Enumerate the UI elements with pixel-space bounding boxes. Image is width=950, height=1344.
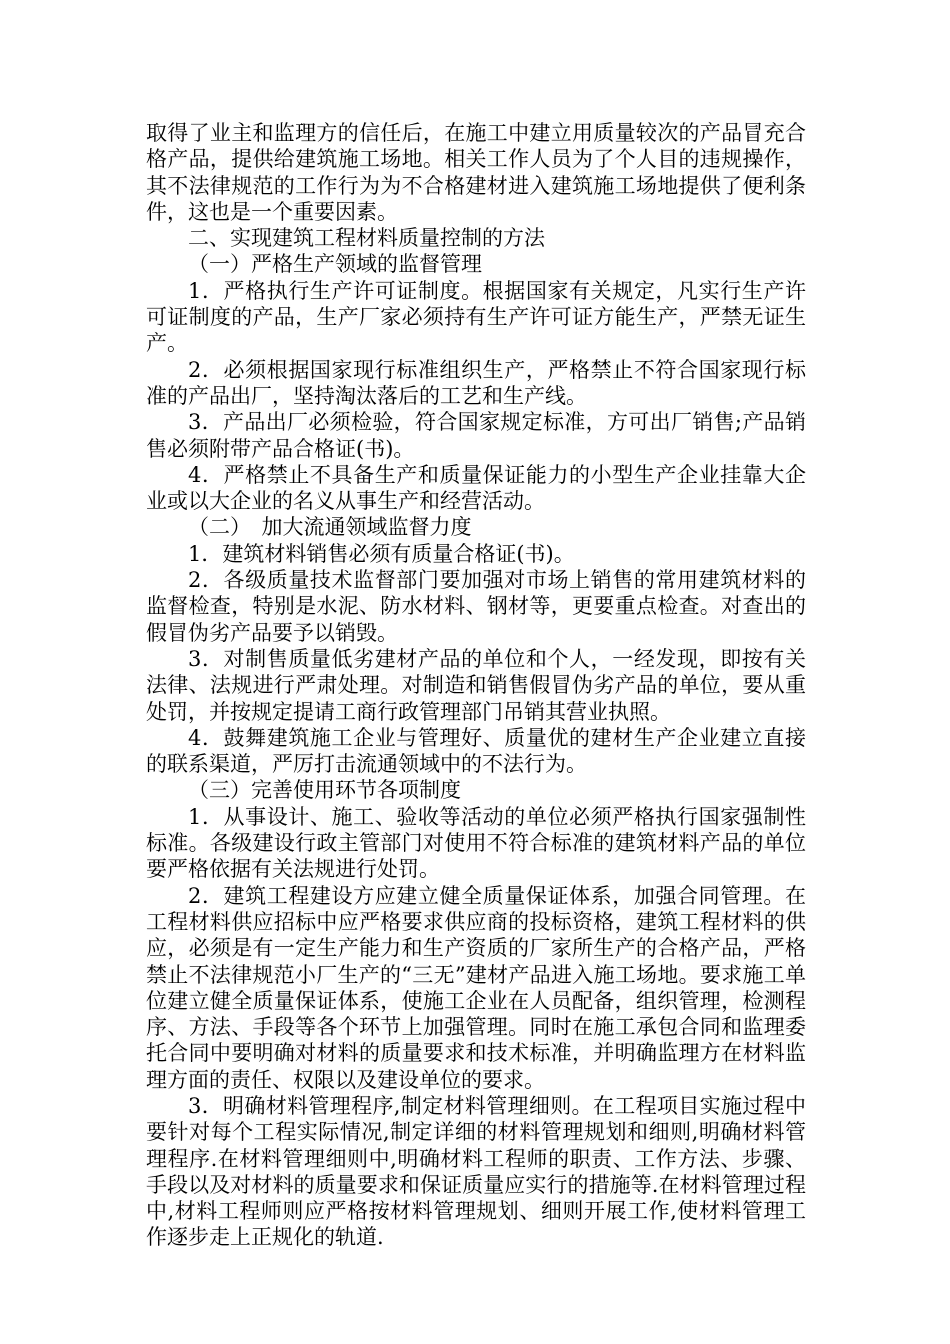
paragraph: 2．各级质量技术监督部门要加强对市场上销售的常用建筑材料的监督检查，特别是水泥、防水材料、钢材等，更要重点检查。对查出的假冒伪劣产品要予以销毁。: [146, 568, 806, 645]
subsection-heading: （二） 加大流通领域监督力度: [188, 515, 472, 540]
section-heading: 二、实现建筑工程材料质量控制的方法: [188, 226, 545, 251]
document-body: [146, 120, 806, 1251]
paragraph-continuation: 取得了业主和监理方的信任后，在施工中建立用质量较次的产品冒充合格产品，提供给建筑施工场地。相关工作人员为了个人目的违规操作，其不法律规范的工作行为为不合格建材进入建筑施工场地提供了便利条件，这也是一个重要因素。: [146, 121, 806, 224]
paragraph: 1．建筑材料销售必须有质量合格证(书)。: [188, 541, 575, 566]
paragraph: 4．鼓舞建筑施工企业与管理好、质量优的建材生产企业建立直接的联系渠道，严厉打击流通领域中的不法行为。: [146, 725, 806, 777]
paragraph: 1．从事设计、施工、验收等活动的单位必须严格执行国家强制性标准。各级建设行政主管部门对使用不符合标准的建筑材料产品的单位要严格依据有关法规进行处罚。: [146, 804, 806, 882]
subsection-heading: （三）完善使用环节各项制度: [188, 778, 461, 803]
paragraph: 2．必须根据国家现行标准组织生产，严格禁止不符合国家现行标准的产品出厂，坚持淘汰落后的工艺和生产线。: [146, 357, 806, 408]
paragraph: 3．产品出厂必须检验，符合国家规定标准，方可出厂销售;产品销售必须附带产品合格证(书)。: [146, 410, 806, 461]
paragraph: 3．明确材料管理程序,制定材料管理细则。在工程项目实施过程中要针对每个工程实际情况,制定详细的材料管理规划和细则,明确材料管理程序.在材料管理细则中,明确材料工程师的职责、工作方法、步骤、手段以及对材料的质量要求和保证质量应实行的措施等.在材料管理过程中,材料工程师则应严格按材料管理规划、细则开展工作,使材料管理工作逐步走上正规化的轨道.: [146, 1093, 806, 1250]
subsection-heading: （一）严格生产领域的监督管理: [188, 252, 482, 277]
paragraph: 1．严格执行生产许可证制度。根据国家有关规定，凡实行生产许可证制度的产品，生产厂家必须持有生产许可证方能生产，严禁无证生产。: [146, 278, 806, 356]
paragraph: 4．严格禁止不具备生产和质量保证能力的小型生产企业挂靠大企业或以大企业的名义从事生产和经营活动。: [146, 462, 806, 514]
paragraph: 3．对制售质量低劣建材产品的单位和个人，一经发现，即按有关法律、法规进行严肃处理。对制造和销售假冒伪劣产品的单位，要从重处罚，并按规定提请工商行政管理部门吊销其营业执照。: [146, 646, 806, 724]
paragraph: 2．建筑工程建设方应建立健全质量保证体系，加强合同管理。在工程材料供应招标中应严格要求供应商的投标资格，建筑工程材料的供应，必须是有一定生产能力和生产资质的厂家所生产的合格产品，严格禁止不法律规范小厂生产的“三无”建材产品进入施工场地。要求施工单位建立健全质量保证体系，使施工企业在人员配备，组织管理，检测程序、方法、手段等各个环节上加强管理。同时在施工承包合同和监理委托合同中要明确对材料的质量要求和技术标准，并明确监理方在材料监理方面的责任、权限以及建设单位的要求。: [146, 883, 806, 1092]
